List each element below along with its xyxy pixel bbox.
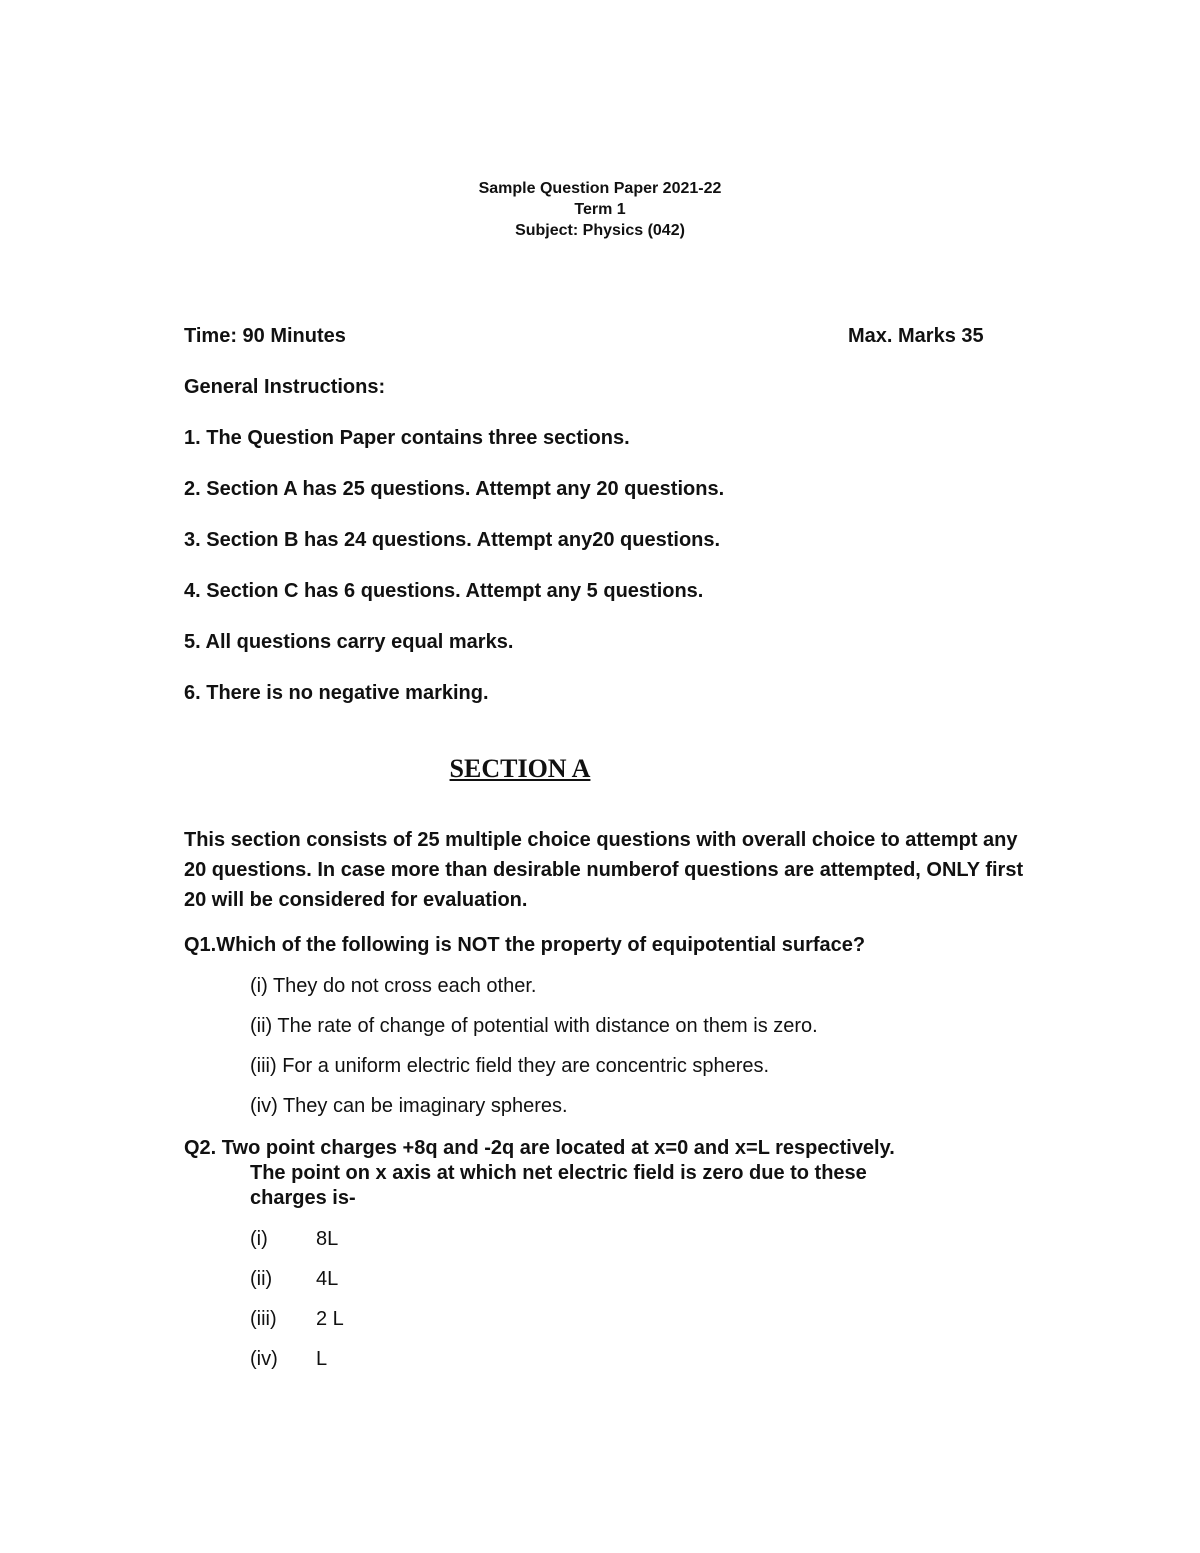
instruction-item: 3. Section B has 24 questions. Attempt any20 questions. bbox=[184, 529, 721, 551]
time-label: Time: 90 Minutes bbox=[184, 325, 346, 347]
q1-option-ii: (ii) The rate of change of potential with distance on them is zero. bbox=[250, 1015, 818, 1037]
question-2-line-1: Q2. Two point charges +8q and -2q are located at x=0 and x=L respectively. bbox=[184, 1137, 895, 1159]
q2-option-ii-label: (ii) bbox=[250, 1268, 273, 1290]
question-1-text: Q1.Which of the following is NOT the property of equipotential surface? bbox=[184, 934, 866, 956]
instruction-item: 5. All questions carry equal marks. bbox=[184, 631, 514, 653]
question-2-line-3: charges is- bbox=[250, 1187, 356, 1209]
instructions-title: General Instructions: bbox=[184, 376, 386, 398]
instruction-item: 2. Section A has 25 questions. Attempt any 20 questions. bbox=[184, 478, 725, 500]
q2-option-iii-value: 2 L bbox=[316, 1308, 344, 1330]
q1-option-i: (i) They do not cross each other. bbox=[250, 975, 537, 997]
q2-option-iv-value: L bbox=[316, 1348, 328, 1370]
section-a-title: SECTION A bbox=[449, 754, 591, 783]
q1-option-iii: (iii) For a uniform electric field they are concentric spheres. bbox=[250, 1055, 770, 1077]
q2-option-i-label: (i) bbox=[250, 1228, 268, 1250]
paper-title: Sample Question Paper 2021-22 bbox=[478, 180, 722, 197]
question-2-text bbox=[184, 1136, 1084, 1211]
q2-option-iii-label: (iii) bbox=[250, 1308, 277, 1330]
instruction-item: 4. Section C has 6 questions. Attempt any 5 questions. bbox=[184, 580, 704, 602]
instruction-item: 1. The Question Paper contains three sections. bbox=[184, 427, 630, 449]
question-2-line-2: The point on x axis at which net electric field is zero due to these bbox=[250, 1162, 867, 1184]
q1-option-iv: (iv) They can be imaginary spheres. bbox=[250, 1095, 568, 1117]
term-label: Term 1 bbox=[574, 201, 626, 218]
q2-option-ii-value: 4L bbox=[316, 1268, 339, 1290]
max-marks-label: Max. Marks 35 bbox=[848, 325, 984, 347]
section-a-intro: This section consists of 25 multiple choice questions with overall choice to attempt any 20 questions. In case more than desirable numberof questions are attempted, ONLY first 20 will be considered for evaluation. bbox=[184, 829, 1024, 911]
q2-option-i-value: 8L bbox=[316, 1228, 339, 1250]
subject-label: Subject: Physics (042) bbox=[515, 222, 685, 239]
q2-option-iv-label: (iv) bbox=[250, 1348, 278, 1370]
instruction-item: 6. There is no negative marking. bbox=[184, 682, 489, 704]
